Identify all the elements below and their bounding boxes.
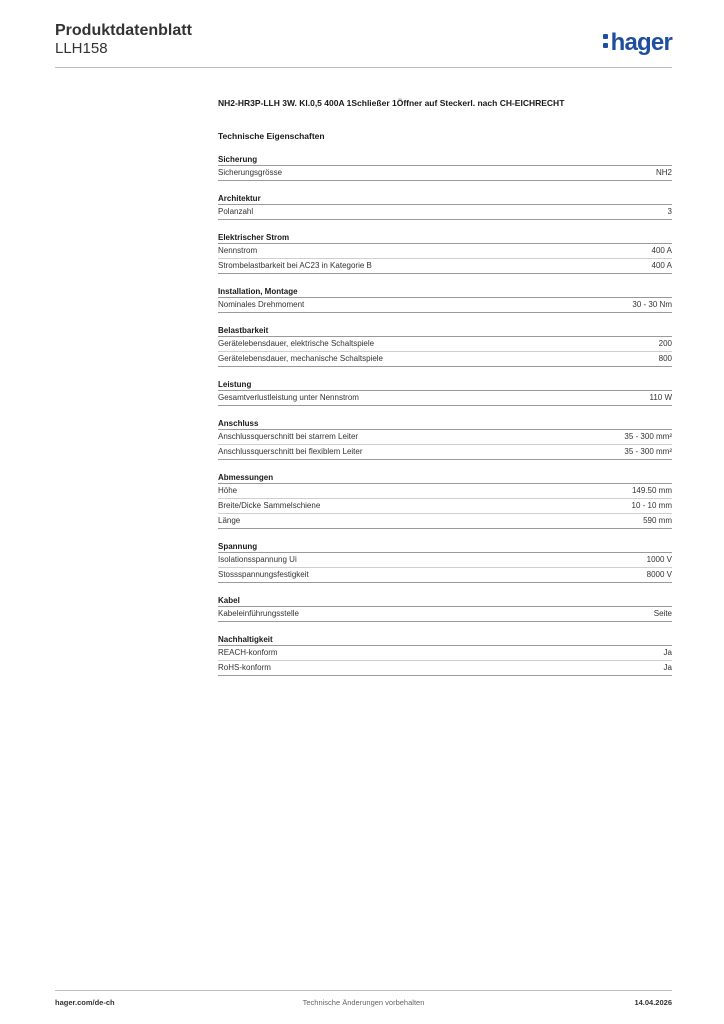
spec-row (218, 391, 672, 406)
spec-label: Sicherungsgrösse (218, 168, 283, 177)
footer-date: 14.04.2026 (634, 998, 672, 1007)
spec-value: Ja (663, 648, 672, 657)
product-code: LLH158 (55, 40, 108, 57)
spec-label: Kabeleinführungsstelle (218, 609, 299, 618)
spec-group (218, 472, 672, 529)
spec-row (218, 568, 672, 583)
spec-row (218, 499, 672, 514)
hager-logo (603, 30, 672, 56)
spec-label: RoHS-konform (218, 663, 271, 672)
spec-row (218, 166, 672, 181)
footer-disclaimer: Technische Änderungen vorbehalten (302, 998, 425, 1007)
spec-row (218, 298, 672, 313)
spec-row (218, 514, 672, 529)
logo-text: hager (610, 29, 672, 56)
spec-value: 35 - 300 mm² (624, 432, 672, 441)
group-title: Belastbarkeit (218, 325, 672, 337)
spec-value: 110 W (649, 393, 672, 402)
spec-label: Gerätelebensdauer, mechanische Schaltspiele (218, 354, 383, 363)
spec-row (218, 244, 672, 259)
spec-groups (218, 154, 672, 676)
spec-row (218, 484, 672, 499)
spec-value: Seite (653, 609, 672, 618)
spec-label: Länge (218, 516, 241, 525)
spec-value: Ja (663, 663, 672, 672)
spec-group (218, 634, 672, 676)
group-title: Sicherung (218, 154, 672, 166)
spec-row (218, 352, 672, 367)
spec-value: 3 (667, 207, 672, 216)
spec-value: 149.50 mm (631, 486, 672, 495)
spec-row (218, 553, 672, 568)
spec-group (218, 595, 672, 622)
group-title: Abmessungen (218, 472, 672, 484)
spec-value: 590 mm (643, 516, 672, 525)
group-title: Spannung (218, 541, 672, 553)
spec-label: Strombelastbarkeit bei AC23 in Kategorie B (218, 261, 372, 270)
spec-label: Höhe (218, 486, 238, 495)
spec-value: 1000 V (646, 555, 672, 564)
spec-value: 35 - 300 mm² (624, 447, 672, 456)
group-title: Installation, Montage (218, 286, 672, 298)
spec-group (218, 154, 672, 181)
spec-label: REACH-konform (218, 648, 278, 657)
spec-label: Anschlussquerschnitt bei starrem Leiter (218, 432, 359, 441)
spec-label: Breite/Dicke Sammelschiene (218, 501, 321, 510)
spec-value: NH2 (655, 168, 672, 177)
group-title: Leistung (218, 379, 672, 391)
spec-label: Anschlussquerschnitt bei flexiblem Leiter (218, 447, 363, 456)
spec-label: Isolationsspannung Ui (218, 555, 297, 564)
group-title: Nachhaltigkeit (218, 634, 672, 646)
spec-group (218, 541, 672, 583)
logo-dots-icon (603, 34, 610, 48)
spec-row (218, 607, 672, 622)
spec-row (218, 646, 672, 661)
footer-divider (55, 990, 672, 991)
spec-row (218, 337, 672, 352)
spec-label: Nennstrom (218, 246, 258, 255)
spec-row (218, 205, 672, 220)
spec-value: 400 A (651, 261, 672, 270)
spec-group (218, 193, 672, 220)
spec-label: Gesamtverlustleistung unter Nennstrom (218, 393, 359, 402)
page-footer (55, 997, 672, 1009)
spec-content (218, 96, 672, 676)
spec-group (218, 286, 672, 313)
group-title: Kabel (218, 595, 672, 607)
spec-row (218, 445, 672, 460)
spec-value: 8000 V (646, 570, 672, 579)
spec-value: 200 (658, 339, 672, 348)
spec-group (218, 325, 672, 367)
document-title: Produktdatenblatt (55, 22, 192, 39)
page-header (55, 22, 672, 70)
spec-group (218, 379, 672, 406)
product-description: NH2-HR3P-LLH 3W. Kl.0,5 400A 1Schließer 1Öffner auf Steckerl. nach CH-EICHRECHT (218, 98, 565, 108)
spec-row (218, 259, 672, 274)
spec-label: Polanzahl (218, 207, 254, 216)
spec-label: Nominales Drehmoment (218, 300, 305, 309)
spec-group (218, 232, 672, 274)
spec-value: 400 A (651, 246, 672, 255)
group-title: Elektrischer Strom (218, 232, 672, 244)
header-divider (55, 67, 672, 68)
spec-group (218, 418, 672, 460)
spec-value: 800 (658, 354, 672, 363)
section-heading: Technische Eigenschaften (218, 131, 325, 141)
footer-website[interactable]: hager.com/de-ch (55, 998, 115, 1007)
group-title: Architektur (218, 193, 672, 205)
spec-value: 10 - 10 mm (631, 501, 672, 510)
spec-label: Gerätelebensdauer, elektrische Schaltspiele (218, 339, 375, 348)
spec-label: Stossspannungsfestigkeit (218, 570, 309, 579)
spec-row (218, 430, 672, 445)
group-title: Anschluss (218, 418, 672, 430)
spec-row (218, 661, 672, 676)
spec-value: 30 - 30 Nm (632, 300, 672, 309)
